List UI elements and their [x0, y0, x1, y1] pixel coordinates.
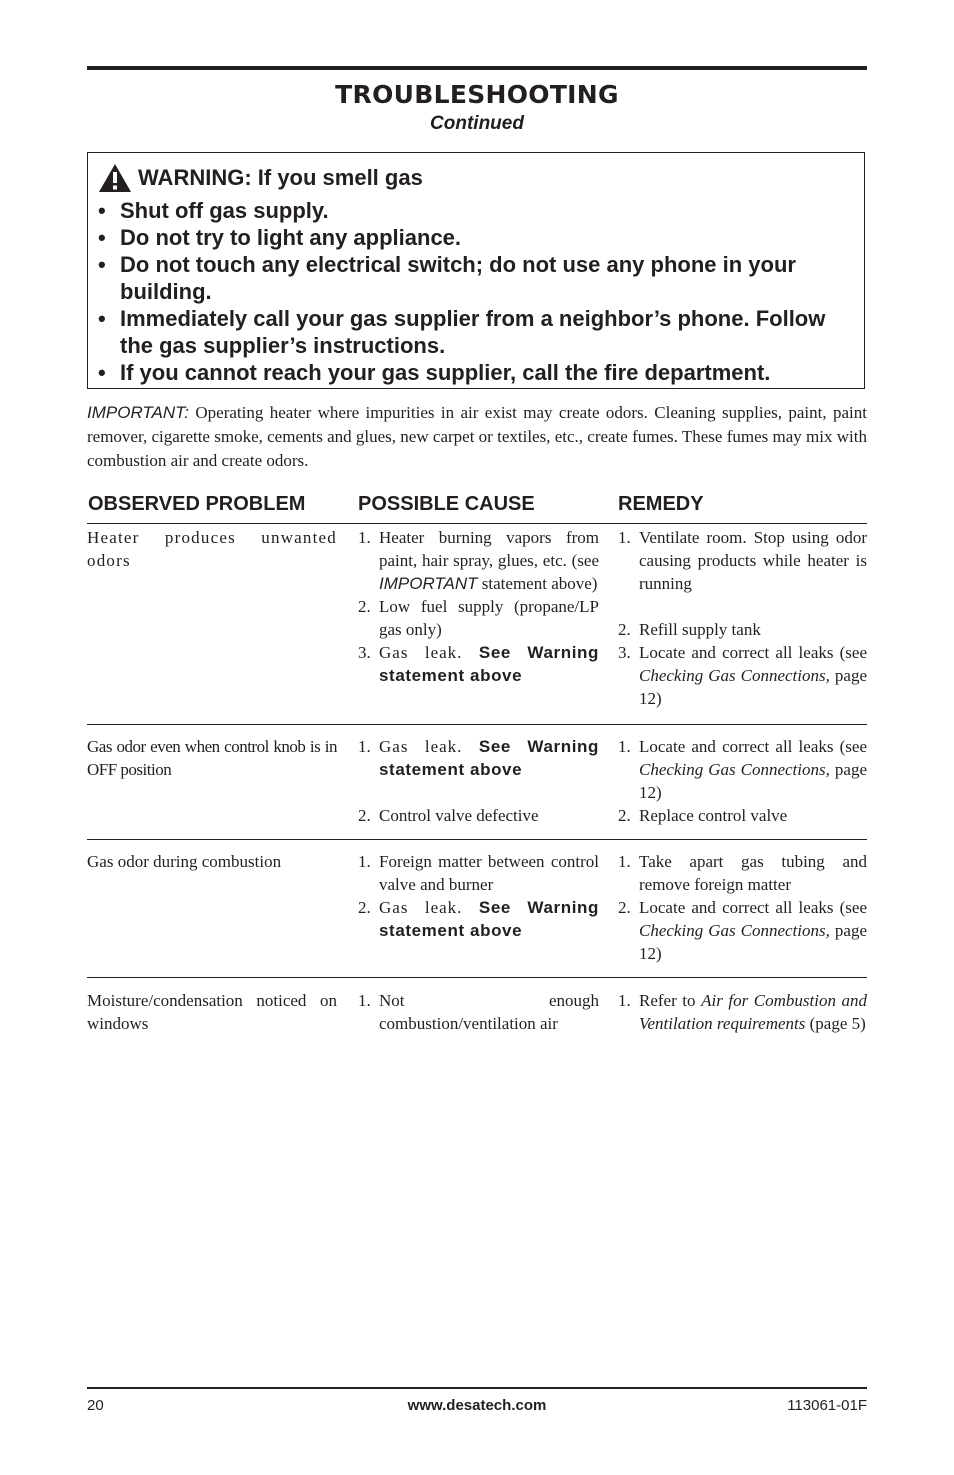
cause-item: 3. Gas leak. See Warning statement above	[358, 643, 599, 685]
bullet: •	[98, 198, 106, 223]
remedy-item: 2. Refill supply tank	[618, 620, 761, 639]
remedy-item: 3. Locate and correct all leaks (see Checking Gas Connections, page 12)	[618, 643, 867, 708]
column-header-remedy: REMEDY	[618, 493, 704, 515]
cause-item: 1. Foreign matter between control valve and burner	[358, 852, 599, 894]
column-header-problem: OBSERVED PROBLEM	[88, 493, 306, 515]
warning-box	[87, 152, 865, 389]
warning-item: • If you cannot reach your gas supplier, call the fire department.	[98, 360, 771, 385]
bullet: •	[98, 360, 106, 385]
row-divider	[87, 839, 867, 840]
cause-cell	[358, 735, 599, 827]
warning-triangle-icon	[98, 163, 132, 193]
warning-list	[98, 197, 858, 386]
remedy-cell	[618, 989, 867, 1035]
remedy-item: 2. Locate and correct all leaks (see Checking Gas Connections, page 12)	[618, 898, 867, 963]
remedy-item: 1. Ventilate room. Stop using odor causing products while heater is running	[618, 528, 867, 593]
cause-item: 1. Heater burning vapors from paint, hair spray, glues, etc. (see IMPORTANT statement above)	[358, 528, 599, 593]
important-note	[87, 401, 867, 473]
problem-cell: Gas odor even when control knob is in OFF position	[87, 737, 337, 779]
cause-cell	[358, 850, 599, 942]
remedy-cell	[618, 735, 867, 827]
bullet: •	[98, 306, 106, 331]
row-divider	[87, 977, 867, 978]
warning-item: • Do not try to light any appliance.	[98, 225, 462, 250]
warning-heading-row	[98, 162, 423, 194]
top-rule	[87, 66, 867, 70]
bullet: •	[98, 252, 106, 277]
important-text: Operating heater where impurities in air exist may create odors. Cleaning supplies, paint, paint remover, cigarette smoke, cements and glues, new carpet or textiles, etc., create fumes. These fumes may mix with combustion air and create odors.	[87, 403, 868, 470]
cause-item: 2. Gas leak. See Warning statement above	[358, 898, 599, 940]
cause-cell	[358, 989, 599, 1035]
document-number: 113061-01F	[787, 1397, 867, 1414]
cause-item: 1. Not enough combustion/ventilation air	[358, 991, 599, 1033]
remedy-cell	[618, 526, 867, 710]
website-link[interactable]: www.desatech.com	[407, 1397, 547, 1414]
warning-item: • Immediately call your gas supplier from a neighbor’s phone. Follow the gas supplier’s instructions.	[98, 306, 826, 358]
row-divider	[87, 724, 867, 725]
remedy-item: 2. Replace control valve	[618, 806, 788, 825]
cause-item: 1. Gas leak. See Warning statement above	[358, 737, 599, 779]
remedy-item: 1. Take apart gas tubing and remove foreign matter	[618, 852, 867, 894]
cause-item: 2. Control valve defective	[358, 806, 539, 825]
page-subtitle: Continued	[430, 113, 524, 134]
remedy-item: 1. Locate and correct all leaks (see Checking Gas Connections, page 12)	[618, 737, 867, 802]
column-header-cause: POSSIBLE CAUSE	[358, 493, 535, 515]
problem-cell: Moisture/condensation noticed on windows	[87, 991, 337, 1033]
warning-item: • Do not touch any electrical switch; do not use any phone in your building.	[98, 252, 796, 304]
problem-cell: Gas odor during combustion	[87, 852, 282, 871]
warning-item: • Shut off gas supply.	[98, 198, 329, 223]
remedy-cell	[618, 850, 867, 965]
warning-heading: WARNING: If you smell gas	[138, 165, 423, 190]
header-rule	[87, 523, 867, 524]
bullet: •	[98, 225, 106, 250]
problem-cell: Heater produces unwanted odors	[87, 528, 337, 570]
bottom-rule	[87, 1387, 867, 1389]
important-label: IMPORTANT:	[87, 403, 189, 422]
manual-page	[87, 0, 867, 1475]
page-number: 20	[87, 1397, 104, 1414]
remedy-item: 1. Refer to Air for Combustion and Ventilation requirements (page 5)	[618, 991, 867, 1033]
cause-item: 2. Low fuel supply (propane/LP gas only)	[358, 597, 599, 639]
page-title: TROUBLESHOOTING	[335, 80, 619, 109]
cause-cell	[358, 526, 599, 687]
